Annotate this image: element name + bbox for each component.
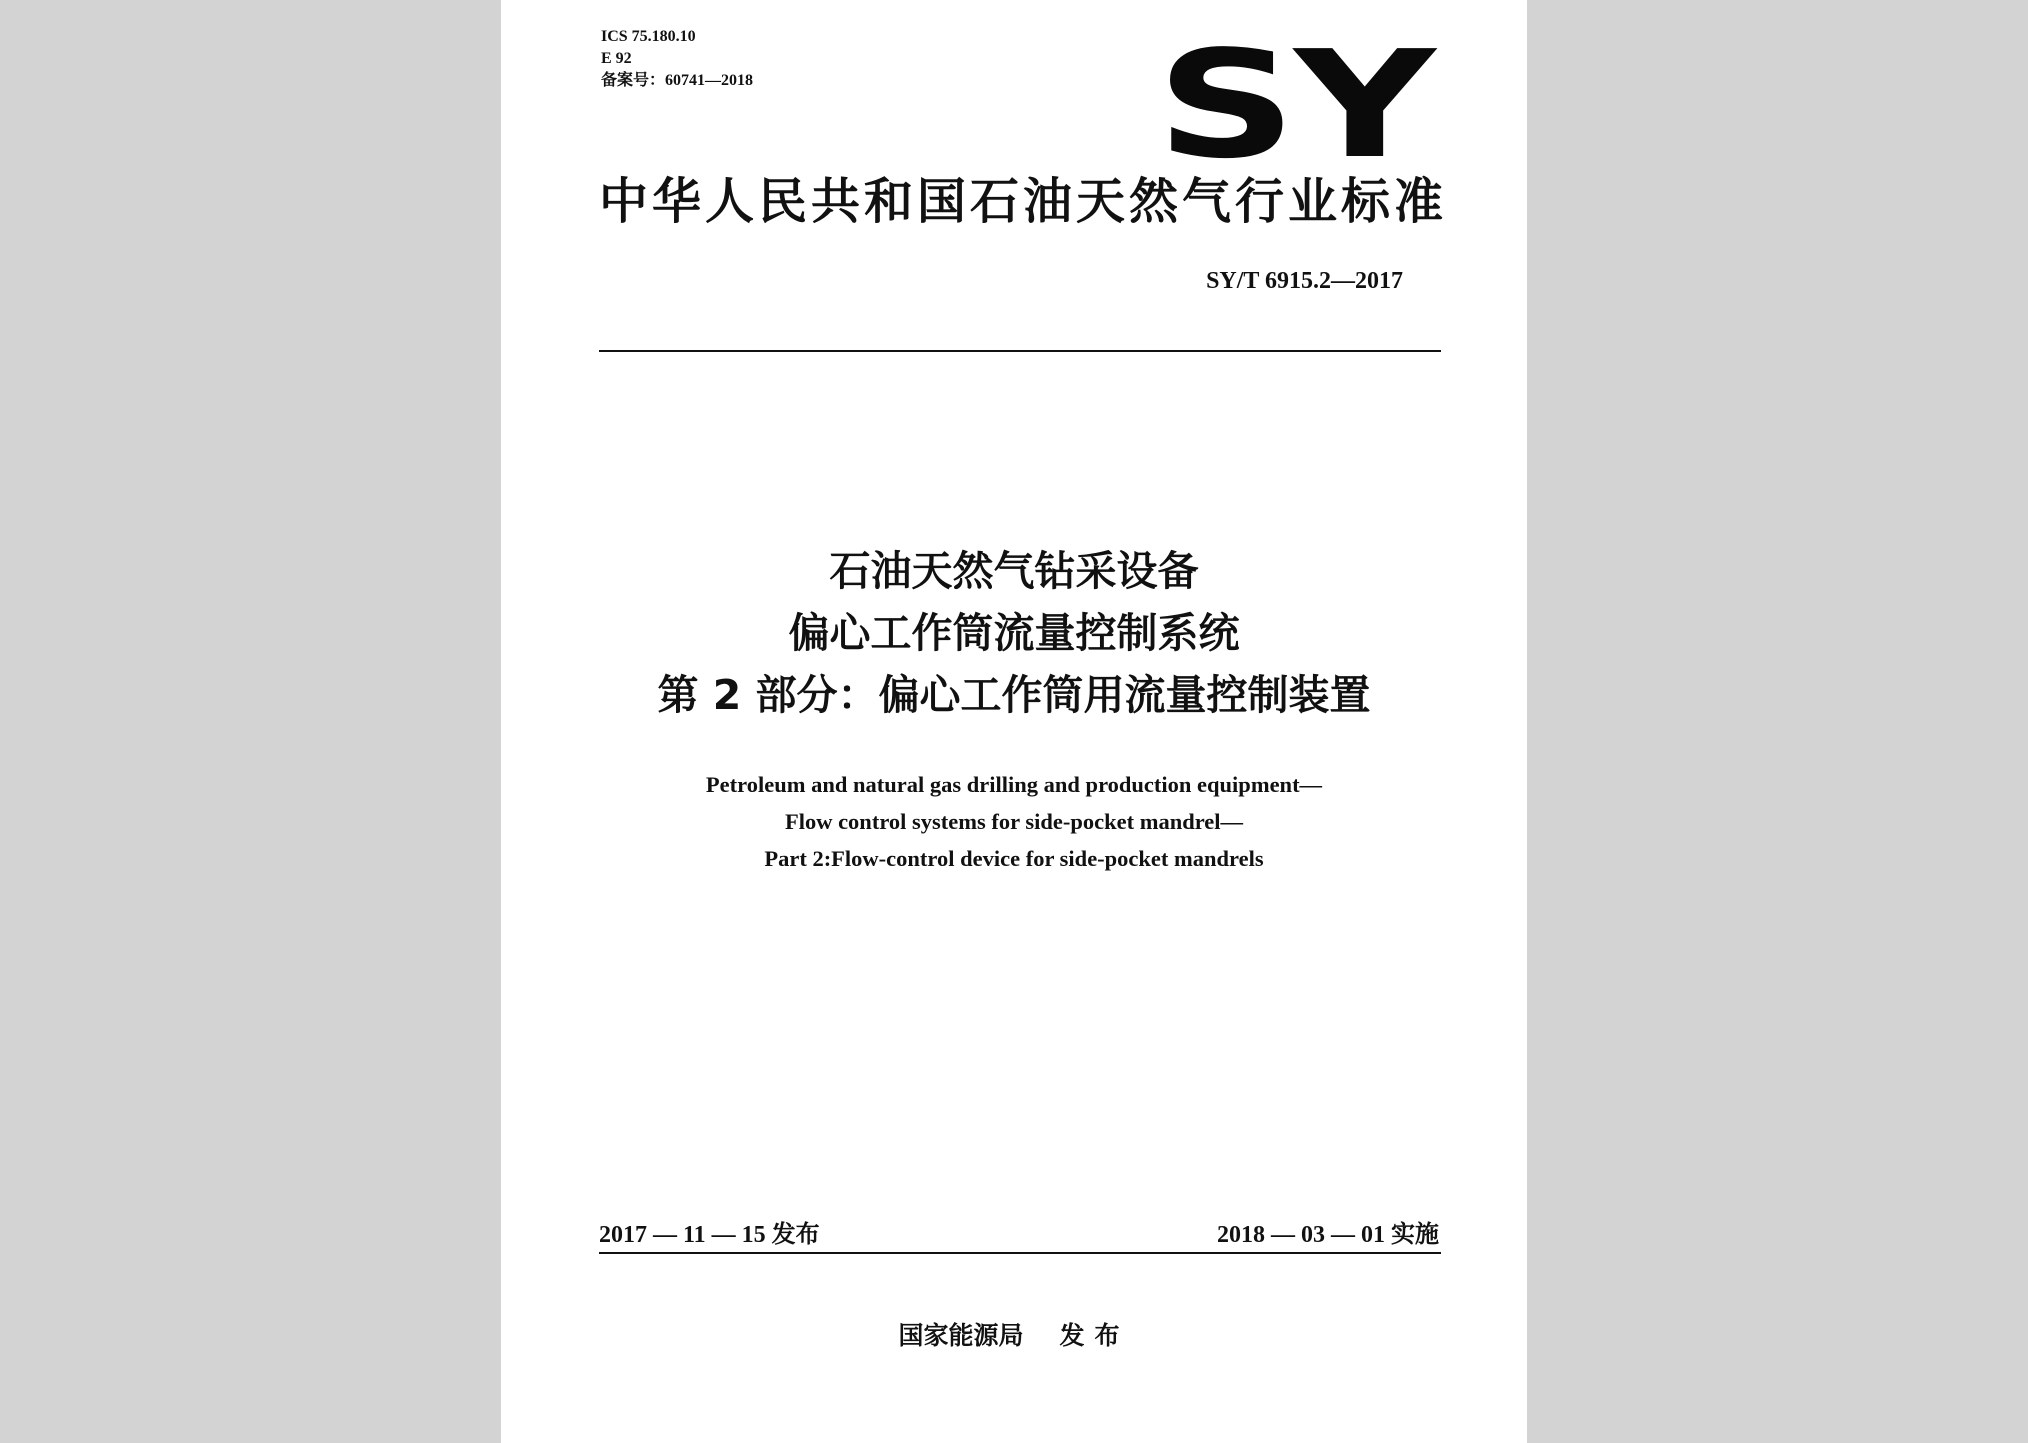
title-cn-line-1: 石油天然气钻采设备	[829, 547, 1199, 595]
publisher-name: 国家能源局	[898, 1321, 1024, 1350]
title-en-line-3: Part 2:Flow-control device for side-pocket mandrels	[764, 846, 1264, 871]
publish-action: 发布	[1059, 1321, 1130, 1350]
sy-logo: SY	[1156, 19, 1433, 191]
standard-type: 中华人民共和国石油天然气行业标准	[599, 173, 1448, 230]
document-page	[501, 0, 1527, 1443]
bottom-divider	[599, 1252, 1441, 1254]
implementation-date: 2018 — 03 — 01 实施	[1217, 1222, 1439, 1248]
title-cn-line-2: 偏心工作筒流量控制系统	[788, 609, 1240, 657]
category-code: E 92	[601, 50, 632, 67]
record-number: 备案号：60741—2018	[601, 72, 754, 89]
top-divider	[599, 350, 1441, 352]
standard-code: SY/T 6915.2—2017	[1206, 268, 1403, 294]
title-english	[501, 766, 1527, 877]
title-chinese	[501, 540, 1527, 726]
publisher-line	[501, 1316, 1527, 1352]
issue-date: 2017 — 11 — 15 发布	[599, 1222, 820, 1248]
title-en-line-2: Flow control systems for side-pocket mandrel—	[784, 809, 1244, 834]
ics-code: ICS 75.180.10	[601, 28, 696, 45]
title-cn-line-3: 第 2 部分：偏心工作筒用流量控制装置	[657, 671, 1371, 719]
title-en-line-1: Petroleum and natural gas drilling and production equipment—	[705, 772, 1323, 797]
classification-block	[601, 26, 753, 92]
